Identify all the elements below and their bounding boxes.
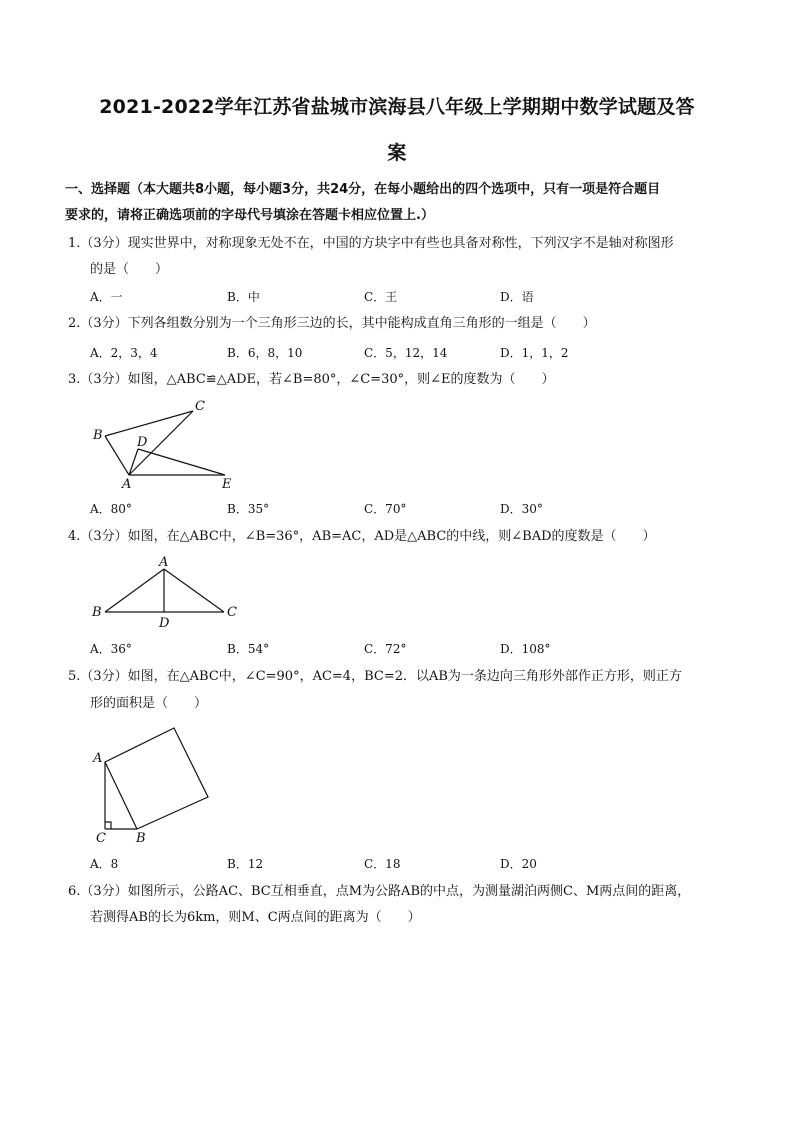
question-2-option-a: A．2，3，4 [90, 346, 158, 360]
q5-label-c: C [96, 831, 106, 846]
question-2-option-d: D．1，1，2 [500, 346, 569, 360]
question-5-option-a: A．8 [90, 857, 119, 871]
question-4-stem-line1: 4.（3分）如图，在△ABC中，∠B=36°，AB=AC，AD是△ABC的中线，则∠BAD的度数是（ ） [68, 529, 656, 544]
question-6-stem-line2: 若测得AB的长为6km，则M、C两点间的距离为（ ） [90, 910, 421, 925]
question-1-stem-line1: 1.（3分）现实世界中，对称现象无处不在，中国的方块字中有些也具备对称性，下列汉字不是轴对称图形 [68, 236, 674, 251]
question-1-option-c: C．王 [364, 290, 398, 304]
q3-label-b: B [93, 428, 103, 443]
q3-label-a: A [122, 477, 132, 492]
question-1-option-a: A．一 [90, 290, 123, 304]
section-heading-line1: 一、选择题（本大题共8小题，每小题3分，共24分，在每小题给出的四个选项中，只有一项是符合题目 [65, 182, 661, 197]
q5-label-a: A [93, 751, 103, 766]
question-1-stem-line2: 的是（ ） [90, 262, 169, 277]
document-title-line1: 2021-2022学年江苏省盐城市滨海县八年级上学期期中数学试题及答 [99, 96, 695, 118]
question-2-stem-line1: 2.（3分）下列各组数分别为一个三角形三边的长，其中能构成直角三角形的一组是（ ） [68, 316, 596, 331]
q3-label-e: E [222, 477, 232, 492]
q4-label-b: B [92, 605, 102, 620]
question-3-figure [88, 396, 248, 492]
question-4-option-d: D．108° [500, 642, 551, 656]
question-3-option-c: C．70° [364, 502, 407, 516]
question-5-option-c: C．18 [364, 857, 401, 871]
document-title-line2: 案 [387, 142, 407, 164]
q4-edge-ac [164, 569, 224, 612]
question-3-option-a: A．80° [90, 502, 132, 516]
q4-edge-ab [105, 569, 164, 612]
question-5-option-d: D．20 [500, 857, 537, 871]
q5-square [105, 728, 208, 829]
q3-label-d: D [137, 435, 148, 450]
question-4-option-c: C．72° [364, 642, 407, 656]
q5-right-angle-mark [105, 822, 111, 829]
q3-edge-ba [105, 436, 129, 475]
q4-label-a: A [159, 555, 169, 570]
q5-label-b: B [136, 831, 146, 846]
question-4-figure [88, 556, 248, 632]
question-5-option-b: B．12 [227, 857, 264, 871]
q4-label-c: C [227, 605, 237, 620]
q3-edge-de [138, 449, 225, 475]
question-1-option-b: B．中 [227, 290, 260, 304]
question-5-stem-line2: 形的面积是（ ） [90, 696, 208, 711]
question-3-option-b: B．35° [227, 502, 270, 516]
question-4-option-a: A．36° [90, 642, 132, 656]
question-4-option-b: B．54° [227, 642, 270, 656]
q4-label-d: D [159, 616, 170, 631]
question-5-stem-line1: 5.（3分）如图，在△ABC中，∠C=90°，AC=4，BC=2．以AB为一条边向三角形外部作正方形，则正方 [68, 669, 682, 684]
question-2-option-c: C．5，12，14 [364, 346, 448, 360]
question-1-option-d: D．语 [500, 290, 534, 304]
question-2-option-b: B．6，8，10 [227, 346, 303, 360]
question-3-option-d: D．30° [500, 502, 543, 516]
q3-label-c: C [195, 399, 205, 414]
question-6-stem-line1: 6.（3分）如图所示，公路AC、BC互相垂直，点M为公路AB的中点，为测量湖泊两侧C、M两点间的距离， [68, 884, 691, 899]
question-3-stem-line1: 3.（3分）如图，△ABC≌△ADE，若∠B=80°，∠C=30°，则∠E的度数为（ ） [68, 372, 555, 387]
question-5-figure [88, 722, 228, 852]
section-heading-line2: 要求的，请将正确选项前的字母代号填涂在答题卡相应位置上.） [65, 208, 434, 223]
